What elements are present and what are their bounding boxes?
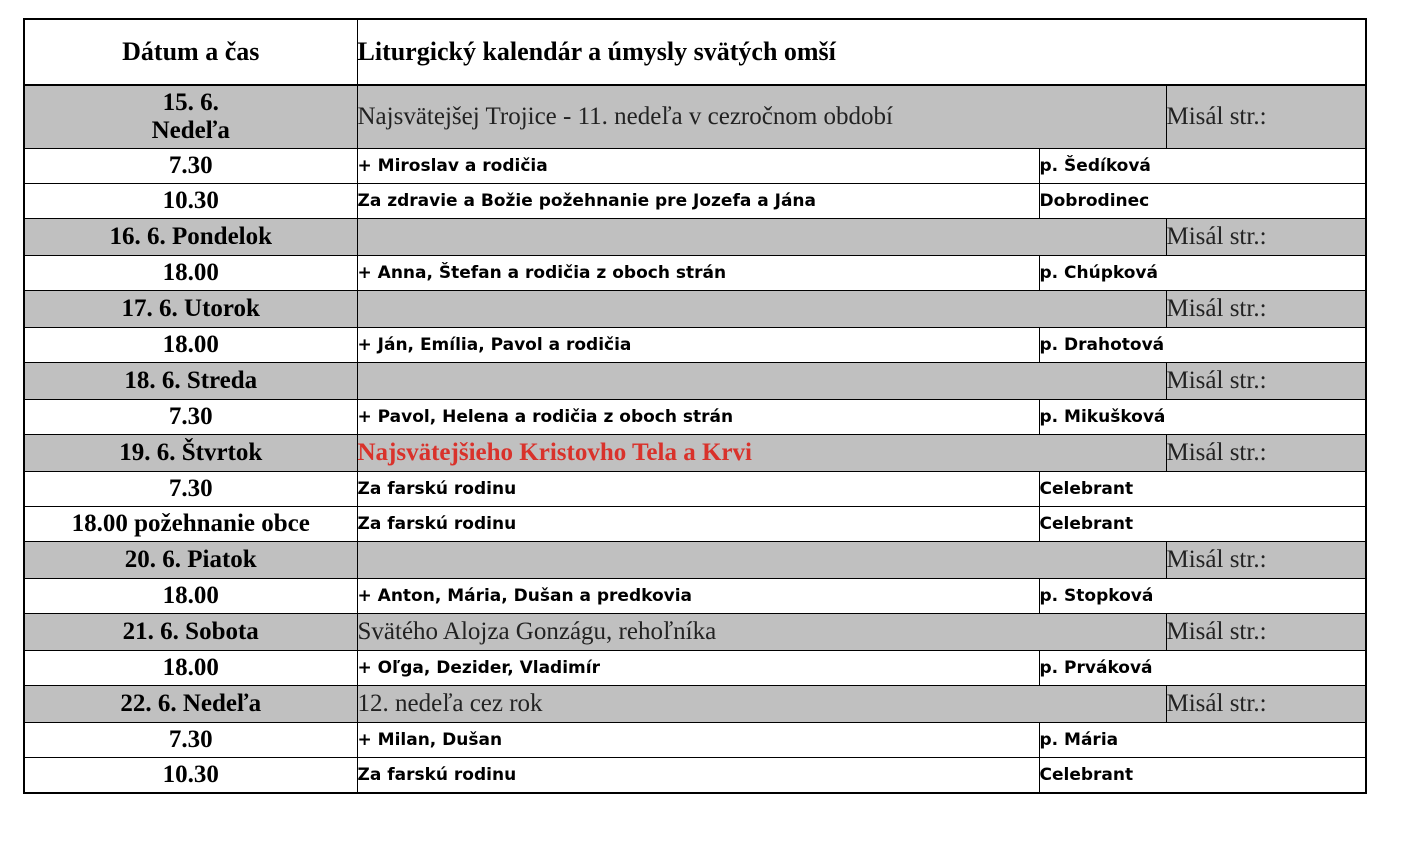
day-date-label: 16. 6. Pondelok [109, 223, 273, 250]
day-row [24, 85, 1366, 149]
day-date [24, 291, 357, 328]
day-misal-page: Misál str.: [1166, 614, 1366, 651]
mass-time: 7.30 [24, 723, 357, 758]
day-liturgy: Najsvätejšej Trojice - 11. nedeľa v cezročnom období [357, 85, 1166, 149]
mass-requested-by: p. Drahotová [1039, 328, 1366, 363]
mass-intention: Za farskú rodinu [357, 472, 1039, 507]
day-date-label: 20. 6. Piatok [124, 546, 257, 573]
day-liturgy: Svätého Alojza Gonzágu, rehoľníka [357, 614, 1166, 651]
day-row [24, 614, 1366, 651]
mass-intention: + Milan, Dušan [357, 723, 1039, 758]
day-misal-page: Misál str.: [1166, 85, 1366, 149]
day-row [24, 435, 1366, 472]
mass-intention: + Ján, Emília, Pavol a rodičia [357, 328, 1039, 363]
day-date [24, 219, 357, 256]
mass-requested-by: Dobrodinec [1039, 184, 1366, 219]
mass-row [24, 184, 1366, 219]
mass-time: 18.00 [24, 256, 357, 291]
mass-intention: Za zdravie a Božie požehnanie pre Jozefa a Jána [357, 184, 1039, 219]
day-date [24, 542, 357, 579]
mass-time: 7.30 [24, 400, 357, 435]
mass-intention: + Anna, Štefan a rodičia z oboch strán [357, 256, 1039, 291]
mass-intention: Za farskú rodinu [357, 507, 1039, 542]
day-liturgy: Najsvätejšieho Kristovho Tela a Krvi [357, 435, 1166, 472]
day-date [24, 85, 357, 149]
mass-row [24, 507, 1366, 542]
schedule-body [24, 85, 1366, 793]
mass-requested-by: p. Mária [1039, 723, 1366, 758]
mass-requested-by: Celebrant [1039, 472, 1366, 507]
mass-intention: Za farskú rodinu [357, 758, 1039, 794]
day-misal-page: Misál str.: [1166, 219, 1366, 256]
day-date [24, 435, 357, 472]
mass-row [24, 723, 1366, 758]
mass-requested-by: Celebrant [1039, 507, 1366, 542]
day-misal-page: Misál str.: [1166, 542, 1366, 579]
header-liturgical-calendar: Liturgický kalendár a úmysly svätých omší [357, 19, 1366, 85]
day-row [24, 219, 1366, 256]
day-row [24, 291, 1366, 328]
mass-requested-by: p. Prváková [1039, 651, 1366, 686]
mass-intention: + Pavol, Helena a rodičia z oboch strán [357, 400, 1039, 435]
day-row [24, 542, 1366, 579]
mass-time: 7.30 [24, 149, 357, 184]
day-liturgy [357, 542, 1166, 579]
mass-intention: + Miroslav a rodičia [357, 149, 1039, 184]
mass-time: 10.30 [24, 758, 357, 794]
mass-requested-by: p. Mikušková [1039, 400, 1366, 435]
mass-intention: + Anton, Mária, Dušan a predkovia [357, 579, 1039, 614]
mass-row [24, 328, 1366, 363]
day-misal-page: Misál str.: [1166, 363, 1366, 400]
day-date-label: 19. 6. Štvrtok [119, 439, 263, 466]
mass-time: 18.00 požehnanie obce [24, 507, 357, 542]
mass-row [24, 400, 1366, 435]
mass-time: 18.00 [24, 579, 357, 614]
mass-requested-by: p. Šedíková [1039, 149, 1366, 184]
day-date-label: 22. 6. Nedeľa [120, 690, 262, 717]
day-row [24, 363, 1366, 400]
mass-row [24, 758, 1366, 794]
day-liturgy [357, 291, 1166, 328]
mass-row [24, 651, 1366, 686]
day-date [24, 614, 357, 651]
mass-requested-by: Celebrant [1039, 758, 1366, 794]
mass-row [24, 256, 1366, 291]
day-date [24, 686, 357, 723]
header-date-time: Dátum a čas [24, 19, 357, 85]
table-header-row [24, 19, 1366, 85]
day-date-label: 21. 6. Sobota [122, 618, 259, 645]
day-date-label: 18. 6. Streda [124, 367, 258, 394]
mass-time: 10.30 [24, 184, 357, 219]
mass-time: 18.00 [24, 651, 357, 686]
day-date-label: 15. 6. [162, 89, 219, 116]
day-misal-page: Misál str.: [1166, 291, 1366, 328]
day-weekday-label: Nedeľa [151, 117, 230, 144]
mass-schedule-table [23, 18, 1367, 794]
mass-requested-by: p. Chúpková [1039, 256, 1366, 291]
day-row [24, 686, 1366, 723]
day-date [24, 363, 357, 400]
day-liturgy: 12. nedeľa cez rok [357, 686, 1166, 723]
mass-requested-by: p. Stopková [1039, 579, 1366, 614]
mass-row [24, 472, 1366, 507]
mass-time: 18.00 [24, 328, 357, 363]
mass-intention: + Oľga, Dezider, Vladimír [357, 651, 1039, 686]
day-liturgy [357, 219, 1166, 256]
mass-row [24, 579, 1366, 614]
day-liturgy [357, 363, 1166, 400]
day-misal-page: Misál str.: [1166, 686, 1366, 723]
day-misal-page: Misál str.: [1166, 435, 1366, 472]
mass-row [24, 149, 1366, 184]
day-date-label: 17. 6. Utorok [121, 295, 260, 322]
mass-time: 7.30 [24, 472, 357, 507]
